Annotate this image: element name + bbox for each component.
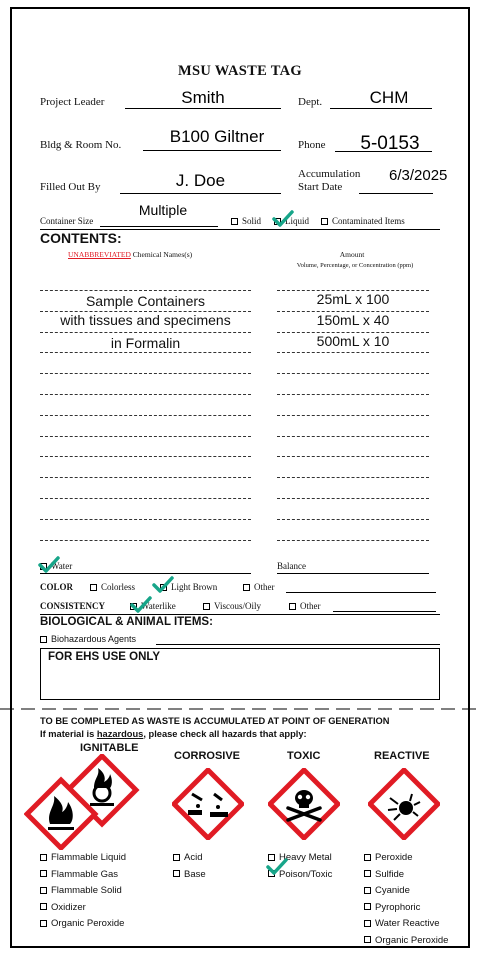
contents-ruled-line: [277, 519, 429, 520]
bldg-room-field[interactable]: B100 Giltner: [169, 127, 265, 146]
water-option[interactable]: Water: [40, 561, 72, 571]
contents-ruled-line: [277, 477, 429, 478]
viscous-option[interactable]: Viscous/Oily: [203, 601, 261, 611]
container-size-label: Container Size: [40, 216, 94, 226]
bio-heading: BIOLOGICAL & ANIMAL ITEMS:: [40, 616, 213, 628]
bldg-room-label: Bldg & Room No.: [40, 139, 122, 151]
consistency-other-checkbox[interactable]: [289, 603, 296, 610]
water-check-icon: [38, 556, 60, 574]
flammable-solid-option[interactable]: Flammable Solid: [40, 883, 126, 900]
balance-label: Balance: [277, 561, 306, 571]
ignitable-heading: IGNITABLE: [80, 742, 139, 754]
viscous-checkbox[interactable]: [203, 603, 210, 610]
poison-toxic-check-icon: [266, 858, 288, 876]
sulfide-option[interactable]: Sulfide: [364, 867, 448, 884]
corrosive-heading: CORROSIVE: [174, 750, 241, 762]
chemical-name-row-3[interactable]: in Formalin: [110, 335, 181, 351]
base-option[interactable]: Base: [173, 867, 206, 884]
peroxide-option[interactable]: Peroxide: [364, 850, 448, 867]
contents-ruled-line: [277, 415, 429, 416]
reactive-organic-peroxide-option[interactable]: Organic Peroxide: [364, 933, 448, 950]
biohazard-checkbox[interactable]: [40, 636, 47, 643]
corrosive-icon: [172, 768, 244, 840]
contaminated-option[interactable]: Contaminated Items: [321, 216, 405, 226]
contents-ruled-line: [277, 436, 429, 437]
colorless-option[interactable]: Colorless: [90, 582, 135, 592]
filled-out-by-label: Filled Out By: [40, 181, 101, 193]
reactive-list: [364, 850, 448, 949]
pyrophoric-option[interactable]: Pyrophoric: [364, 900, 448, 917]
consistency-other-option[interactable]: Other: [289, 601, 321, 611]
organic-peroxide-option[interactable]: Organic Peroxide: [40, 916, 126, 933]
cyanide-option[interactable]: Cyanide: [364, 883, 448, 900]
contents-ruled-line: [277, 498, 429, 499]
contents-ruled-line: [40, 436, 251, 437]
dept-label: Dept.: [298, 96, 323, 108]
contents-ruled-line: [277, 373, 429, 374]
contents-ruled-line: [40, 394, 251, 395]
contents-ruled-line: [40, 332, 251, 333]
accumulation-date-field[interactable]: 6/3/2025: [389, 167, 448, 184]
contents-ruled-line: [40, 477, 251, 478]
ignitable-pictograms: [24, 754, 144, 850]
container-size-field[interactable]: Multiple: [138, 202, 188, 218]
flammable-gas-option[interactable]: Flammable Gas: [40, 867, 126, 884]
chemical-name-row-2[interactable]: with tissues and specimens: [60, 312, 231, 328]
phone-field[interactable]: 5-0153: [360, 133, 420, 154]
color-label: COLOR: [40, 582, 74, 592]
amount-subheader: Volume, Percentage, or Concentration (ppm): [296, 262, 414, 269]
contents-ruled-line: [40, 415, 251, 416]
corrosive-list: [173, 850, 206, 883]
start-date-label: Start Date: [298, 181, 343, 193]
reactive-heading: REACTIVE: [374, 750, 430, 762]
contents-ruled-line: [277, 394, 429, 395]
waterlike-check-icon: [130, 596, 152, 614]
project-leader-field[interactable]: Smith: [181, 88, 225, 107]
amount-row-1[interactable]: 25mL x 100: [316, 291, 390, 307]
contents-ruled-line: [40, 352, 251, 353]
accumulation-label: Accumulation: [298, 168, 361, 180]
ignitable-list: [40, 850, 126, 933]
liquid-option[interactable]: Liquid: [274, 216, 309, 226]
light-brown-option[interactable]: Light Brown: [160, 582, 217, 592]
acid-option[interactable]: Acid: [173, 850, 206, 867]
hazard-instruction: If material is hazardous, please check all hazards that apply:: [40, 729, 307, 739]
amount-row-3[interactable]: 500mL x 10: [316, 333, 390, 349]
skull-crossbones-icon: [268, 768, 340, 840]
contents-ruled-line: [40, 519, 251, 520]
toxic-heading: TOXIC: [287, 750, 321, 762]
filled-out-by-field[interactable]: J. Doe: [175, 171, 226, 190]
tear-line: [0, 706, 480, 712]
contents-heading: CONTENTS:: [40, 230, 122, 246]
contents-ruled-line: [40, 498, 251, 499]
ehs-label: FOR EHS USE ONLY: [48, 651, 161, 663]
waterlike-option[interactable]: Waterlike: [130, 601, 176, 611]
contents-ruled-line: [277, 540, 429, 541]
amount-header: Amount: [339, 250, 365, 259]
form-title: MSU WASTE TAG: [178, 63, 302, 79]
color-other-checkbox[interactable]: [243, 584, 250, 591]
biohazard-option[interactable]: Biohazardous Agents: [40, 634, 136, 644]
phone-label: Phone: [298, 139, 326, 151]
contents-ruled-line: [40, 456, 251, 457]
chemical-name-row-1[interactable]: Sample Containers: [85, 293, 206, 309]
liquid-check-icon: [272, 210, 294, 228]
light-brown-check-icon: [152, 576, 174, 594]
solid-checkbox[interactable]: [231, 218, 238, 225]
accumulated-instruction: TO BE COMPLETED AS WASTE IS ACCUMULATED AT POINT OF GENERATION: [40, 716, 390, 726]
contents-ruled-line: [40, 373, 251, 374]
amount-row-2[interactable]: 150mL x 40: [316, 312, 390, 328]
contents-ruled-line: [40, 290, 251, 291]
contaminated-checkbox[interactable]: [321, 218, 328, 225]
consistency-row: [40, 601, 105, 611]
contents-ruled-line: [277, 456, 429, 457]
color-other-option[interactable]: Other: [243, 582, 275, 592]
color-row: [40, 582, 73, 592]
solid-option[interactable]: Solid: [231, 216, 261, 226]
flammable-liquid-option[interactable]: Flammable Liquid: [40, 850, 126, 867]
chemical-names-header: UNABBREVIATED Chemical Names(s): [68, 250, 193, 259]
exploding-bomb-icon: [368, 768, 440, 840]
poison-toxic-option[interactable]: Poison/Toxic: [268, 867, 332, 884]
heavy-metal-option[interactable]: Heavy Metal: [268, 850, 332, 867]
oxidizer-option[interactable]: Oxidizer: [40, 900, 126, 917]
water-reactive-option[interactable]: Water Reactive: [364, 916, 448, 933]
consistency-label: CONSISTENCY: [40, 601, 106, 611]
dept-field[interactable]: CHM: [369, 88, 409, 107]
contents-ruled-line: [277, 352, 429, 353]
contents-ruled-line: [40, 540, 251, 541]
colorless-checkbox[interactable]: [90, 584, 97, 591]
project-leader-label: Project Leader: [40, 96, 105, 108]
